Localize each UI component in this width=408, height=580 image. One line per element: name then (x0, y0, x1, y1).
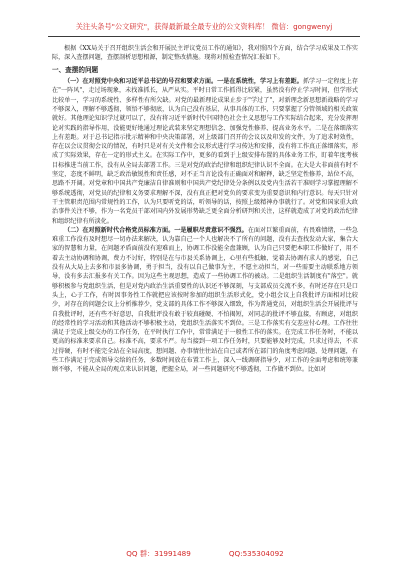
footer (52, 549, 358, 561)
footer-qq-group: QQ 群：31991489 (126, 549, 191, 558)
item1-paragraph (52, 77, 358, 226)
item1-lead: （一）在对照党中央和习近平总书记的号召和要求方面。 (64, 78, 218, 86)
item1-text: 抓学习一定程度上存在"一阵风"，走过场现象，未找准抓长，从严从实。平时日常工作抓得比较紧，虽然没有停止学习时间，但学形式比较单一，学习的系统性、多样性有所欠缺。对党的最新理论成果止步于"学过了"，对新理念新思想新战略的学习不够深入，理解不够透彻，领悟不够彻底，认为自己没有基层，从事具体的工作，只要掌握了分管领域的相关政策就好。其他理论知识学过就可以了，没有将习近平新时代中国特色社会主义思想与工作实际结合起来，充分发挥理论对实践的指导作用，没能更好地通过理论武装来坚定理想信念、加强党性修养、提高业务水平。二是在落细落实上有差距。对于总书记指示批示精神和中央决策部署，对上级部门召开的会议以及印发的文件，为了追求时效性，存在以会议贯彻会议的情况，有时只是对有关文件和会议形式进行学习传达和安排，没有将工作真正落细落实，形成了实际效果，存在一定的形式主义。在实际工作中，更多的看到于上级安排布置的具体业务工作，盯着年度考核目标推进当前工作，没有从全局去部署工作。三是对党的政治纪律和组织纪律认识不全面。在大是大非面前有时不坚定，态度不鲜明，缺乏政治敏锐性和责任感，对不正当言论没有正确面对和解释，缺乏坚定性修养，站位不高，思路不开阔。对党章和中国共产党廉洁自律准则和中国共产党纪律处分条例以及党内生活若干准则学习掌握理解不够系统透彻，对党员的纪律和义务要求理解不深，没有真正把对党负的要求变为重要意识和内行意识。每天只针对干主管职责范围内常规性的工作，认为只要听党的话，听领导的话，按照上级精神办事就行了。对党和国家重大政治事件关注不够，作为一名党员干部对国内外发展形势缺乏更全面分析研判和关注，这样就造成了对党的政治纪律和组织纪律有所淡化。 (52, 78, 358, 225)
item1-head: 一是在系统性，学习上有差距。 (217, 78, 303, 86)
header-banner-text: 关注头条号"公文研究"，获得最新最全最专业的公文资料库！ 微信：gongwenyj (75, 22, 333, 31)
item2-text: 在面对巨繁重面前，有畏难情绪，一些急难重工作没有及时想尽一切办法来解决，认为靠自己一个人也解决不了所有的问题，没有去查找发动大家，集合大家的智慧和力量，在问题矛盾面前没有迎难而上，协调工作没能全盘兼顾，认为自己只要把本职工作做好了，用不着去主动协调和协调，费力不讨好，特别是在与市县关系协调上，心里有些抵触，觉着去协调有求人的感觉，自己没有从大局上去多和市县多协调，勇于担当，没有以自己做事为主，不愿主动担当，对一些需要主动联系地方领导，没有多去汇报多有关工作。因为这些主观思想，造成了一些协调工作的被动。二是组织生活制度有"落空"。就够积极参与党组织生活，但是对党内政治生活重要性的认识还不够深刻，与支部成员交流不多，有时还存在只是口头上，心于工作，有时因事务性工作就把应该按时参加的组织生活形式化，党小组会议上自我批评方面相对比较少，对存在的问题会议上分析推荐少，党支部的具体工作不够深入细致，作为普通党员，对组织生活会开展批评与自我批评时，还有些不好意思，自我批评没有敢于较真碰硬、不怕揭短，对同志的批评不够直接，有顾虑，对组织的经常性的学习活动和其他活动不够积极主动，党组织生活落实不到位。三是工作落实有交差应付心理。工作往往满足于完成上级交办的工作任务，在平时执行工作中，常常满足于一般性工作的落实。在完成工作任务时，不能以更高的标准来要求自己。标准不高，要求不严。每当接到一项工作任务时，只要能够及时完成，只求过得去，不求过得硬，有时不能完全站在全局高度，想问题、办事情往往站在自己或者所在部门的角度考虑问题、处理问题，有些工作满足于完成领导交给的任务，多数时间放在布置工作上，深入一线调研指导少，对工作的全面考虑和统筹兼顾不够，不能从全局的观点来认识问题，把握全局，对一些问题研究不够透彻，工作做不到位。比如对 (52, 226, 358, 374)
item2-head: 一是履职尽责意识不强烈。 (174, 226, 248, 234)
section-heading: 一、查摆的问题 (52, 65, 99, 74)
item2-lead: （二）在对照新时代合格党员标准方面。 (64, 226, 175, 234)
header-banner (48, 22, 360, 37)
item2-paragraph (52, 226, 358, 375)
document-body (52, 44, 358, 538)
intro-paragraph: 根据《XX局关于召开组织生活会和开展民主评议党员工作的通知》，我对照四个方面，结合学习成果及工作实际，深入查摆问题，查摆剖析思想根源，制定整改措施。现将对照检查情况汇报如下。 (52, 45, 358, 62)
footer-qq-number: QQ:535304092 (228, 549, 284, 558)
